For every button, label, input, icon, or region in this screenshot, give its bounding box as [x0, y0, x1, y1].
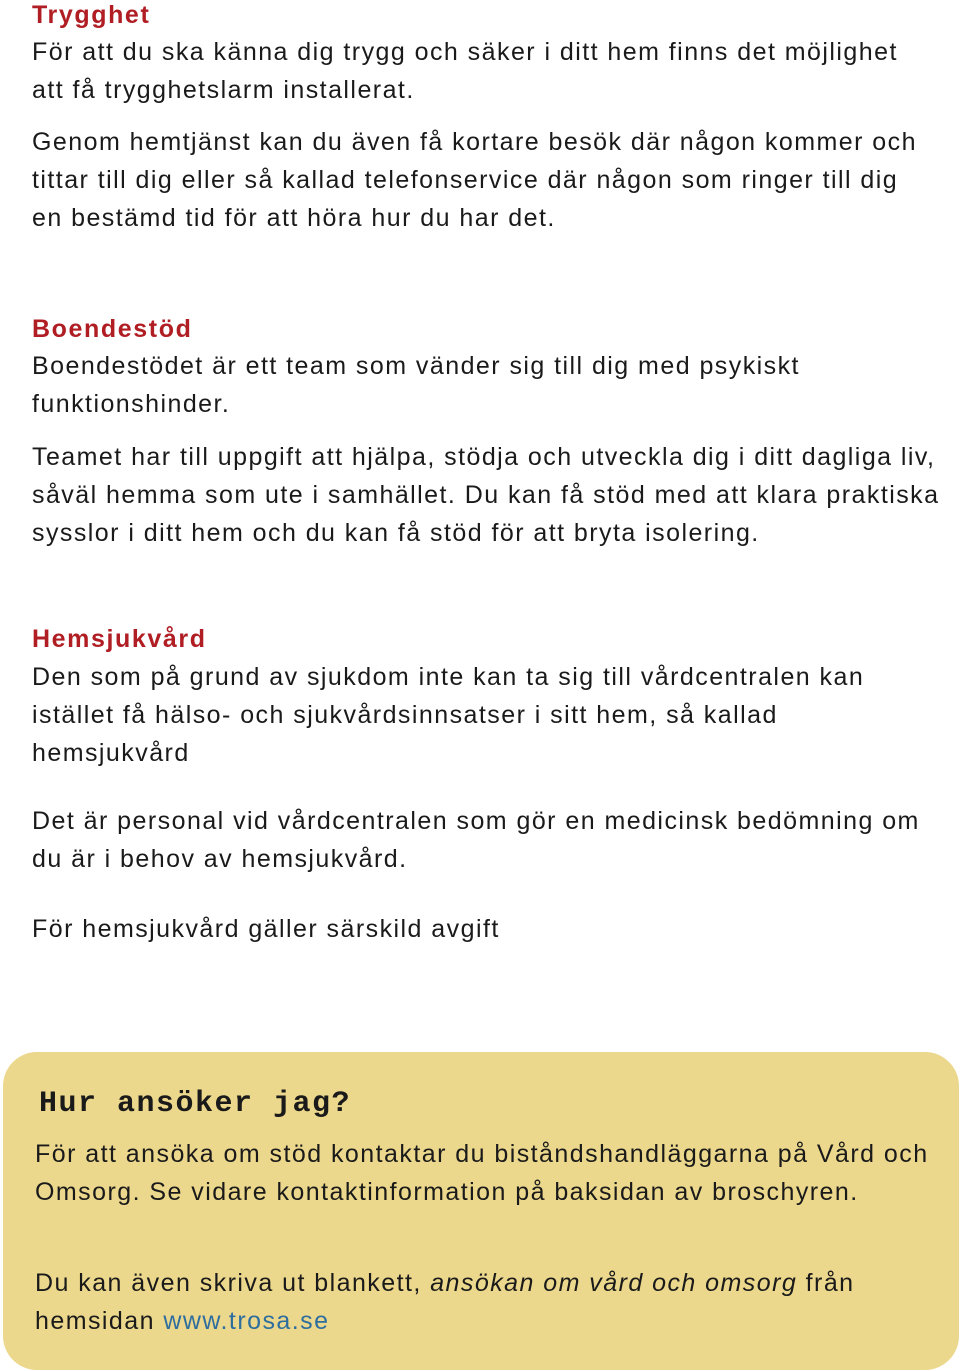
- how-to-apply-box: [3, 1052, 959, 1370]
- application-form-name: ansökan om vård och omsorg: [430, 1269, 798, 1297]
- hemsjukvard-paragraph-3: För hemsjukvård gäller särskild avgift: [32, 915, 500, 943]
- paragraph-2-prefix: Du kan även skriva ut blankett,: [35, 1269, 431, 1297]
- trygghet-paragraph-2: Genom hemtjänst kan du även få kortare besök där någon kommer och tittar till dig eller så kallad telefonservice där någon som ringer till dig en bestämd tid för att höra hur du har det.: [32, 128, 917, 232]
- boendestod-paragraph-2: Teamet har till uppgift att hjälpa, stödja och utveckla dig i ditt dagliga liv, såväl hemma som ute i samhället. Du kan få stöd med att klara praktiska sysslor i ditt hem och du kan få stöd för att bryta isolering.: [32, 443, 940, 547]
- how-to-apply-paragraph-2: [35, 1264, 935, 1340]
- how-to-apply-paragraph-1: För att ansöka om stöd kontaktar du biståndshandläggarna på Vård och Omsorg. Se vidare kontaktinformation på baksidan av broschyren.: [35, 1140, 929, 1206]
- paragraph-2-middle: från hemsidan: [35, 1269, 855, 1335]
- boendestod-paragraph-1: Boendestödet är ett team som vänder sig till dig med psykiskt funktionshinder.: [32, 352, 800, 418]
- hemsjukvard-paragraph-2: Det är personal vid vårdcentralen som gör en medicinsk bedömning om du är i behov av hemsjukvård.: [32, 807, 920, 873]
- section-heading-boendestod: Boendestöd: [32, 315, 193, 343]
- section-heading-hemsjukvard: Hemsjukvård: [32, 625, 207, 653]
- hemsjukvard-paragraph-1: Den som på grund av sjukdom inte kan ta sig till vårdcentralen kan istället få hälso- och sjukvårdsinnsatser i sitt hem, så kallad hemsjukvård: [32, 663, 865, 767]
- trygghet-paragraph-1: För att du ska känna dig trygg och säker i ditt hem finns det möjlighet att få trygghetslarm installerat.: [32, 38, 898, 104]
- website-link[interactable]: www.trosa.se: [163, 1307, 330, 1335]
- how-to-apply-title: Hur ansöker jag?: [39, 1087, 352, 1121]
- section-heading-trygghet: Trygghet: [32, 1, 151, 29]
